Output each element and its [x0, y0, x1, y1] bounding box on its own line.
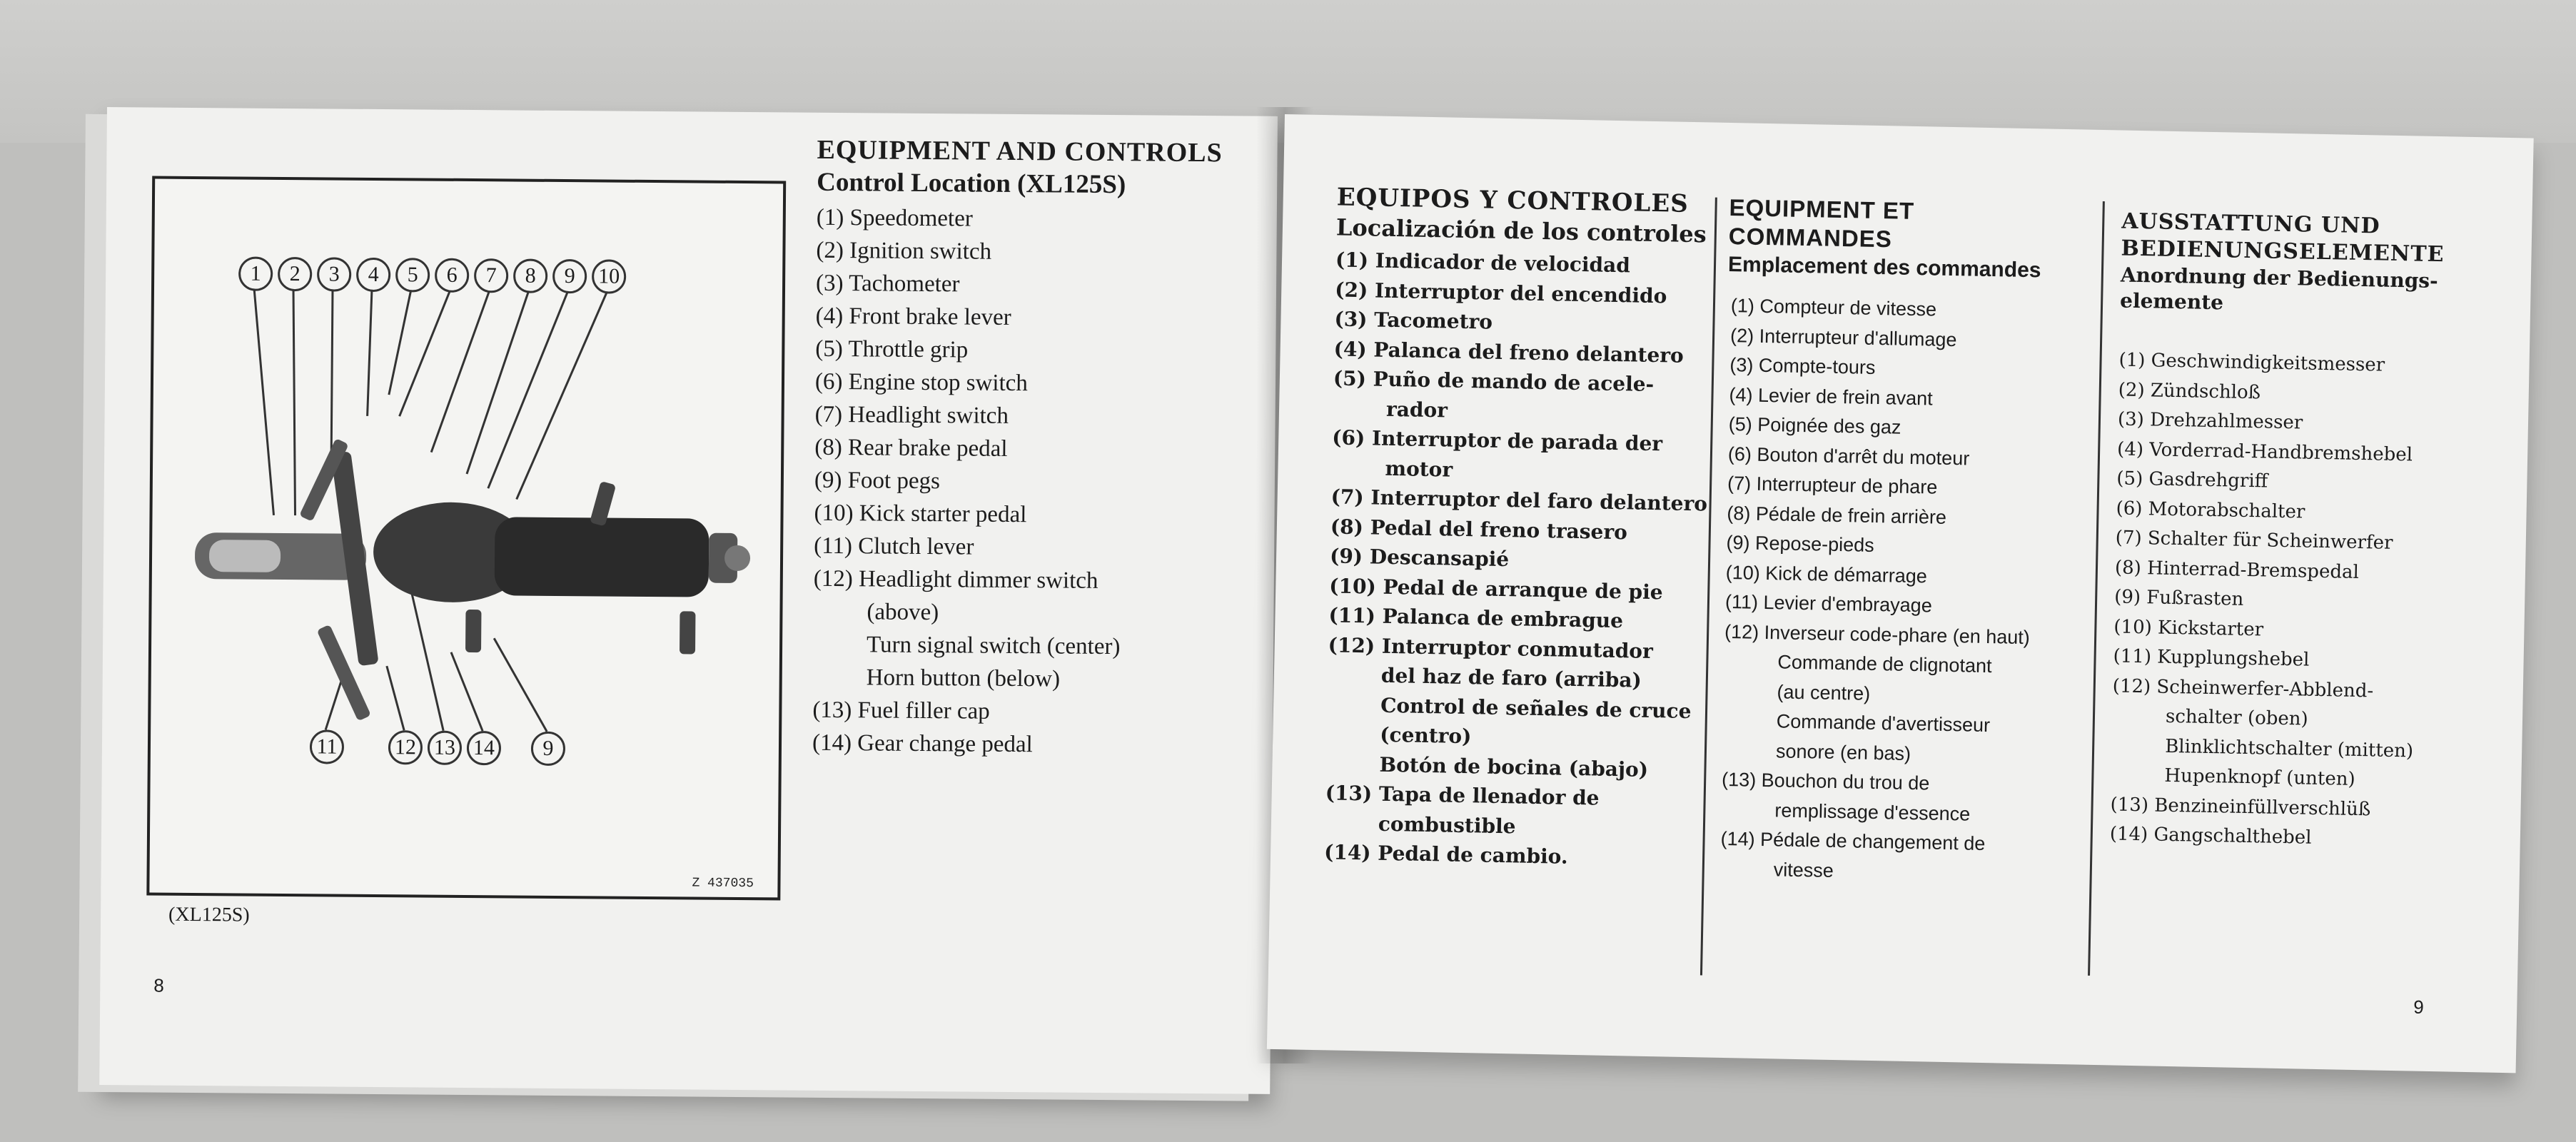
callout-9: 9 — [552, 259, 587, 293]
subheading-de-line2: elemente — [2119, 288, 2224, 315]
heading-fr-line2: COMMANDES — [1728, 222, 1893, 253]
subheading-es: Localización de los controles — [1335, 213, 1707, 248]
list-item: (10) Kick de démarrage — [1725, 561, 1928, 587]
list-item: (2) Ignition switch — [816, 237, 992, 265]
motorcycle-diagram — [146, 176, 786, 900]
figure-code: Z 437035 — [692, 876, 754, 891]
list-item: del haz de faro (arriba) — [1380, 663, 1642, 692]
list-item: (3) Drehzahlmesser — [2117, 408, 2303, 434]
list-item: (2) Interrupteur d'allumage — [1729, 324, 1957, 350]
list-item: (11) Kupplungshebel — [2113, 645, 2310, 671]
list-item: Commande d'avertisseur — [1776, 710, 1991, 737]
list-item: (13) Fuel filler cap — [812, 697, 990, 724]
list-item: (8) Pedal del freno trasero — [1330, 514, 1628, 544]
list-item: motor — [1385, 456, 1453, 482]
list-item: (8) Pédale de frein arrière — [1727, 502, 1947, 528]
list-item: (2) Interruptor del encendido — [1334, 277, 1667, 308]
list-item: Blinklichtschalter (mitten) — [2164, 735, 2414, 762]
list-item: (7) Interrupteur de phare — [1727, 473, 1938, 498]
callout-14: 14 — [467, 731, 501, 765]
list-item: (10) Kick starter pedal — [814, 500, 1027, 528]
list-item: sonore (en bas) — [1775, 739, 1911, 764]
list-item: (5) Puño de mando de acele- — [1333, 366, 1655, 396]
list-item: (3) Tachometer — [815, 270, 960, 298]
list-item: (11) Clutch lever — [814, 532, 974, 560]
subheading-de-line1: Anordnung der Bedienungs- — [2120, 263, 2439, 293]
list-item: (12) Headlight dimmer switch — [813, 565, 1098, 594]
heading-de-line1: AUSSTATTUNG UND — [2121, 208, 2380, 239]
list-item: (13) Tapa de llenador de — [1325, 781, 1600, 810]
control-list-de — [2109, 346, 2420, 855]
heading-fr-line1: EQUIPMENT ET — [1729, 193, 1915, 224]
callout-11: 11 — [310, 729, 344, 764]
list-item: (4) Front brake lever — [815, 303, 1011, 330]
control-list-fr — [1719, 291, 2036, 889]
list-item: (11) Palanca de embrague — [1328, 603, 1624, 633]
list-item: (14) Gear change pedal — [812, 729, 1033, 758]
list-item: (1) Compteur de vitesse — [1730, 295, 1937, 320]
list-item: (5) Gasdrehgriff — [2116, 468, 2268, 492]
list-item: (2) Zündschloß — [2118, 378, 2261, 403]
list-item: combustible — [1378, 812, 1516, 838]
list-item: (14) Gangschalthebel — [2109, 823, 2312, 849]
heading-en: EQUIPMENT AND CONTROLS — [817, 134, 1223, 168]
list-item: vitesse — [1773, 858, 1834, 881]
control-list-en — [812, 201, 1123, 762]
list-item: (7) Interruptor del faro delantero — [1330, 485, 1708, 516]
left-page — [99, 107, 1278, 1094]
callout-12: 12 — [388, 730, 423, 764]
list-item: (11) Levier d'embrayage — [1724, 590, 1933, 617]
list-item: (9) Repose-pieds — [1726, 531, 1874, 556]
list-item: (7) Schalter für Scheinwerfer — [2115, 527, 2393, 554]
subheading-fr: Emplacement des commandes — [1727, 252, 2041, 283]
callout-9-bottom: 9 — [531, 732, 565, 766]
list-item: (1) Indicador de velocidad — [1335, 248, 1631, 278]
callout-13: 13 — [428, 731, 462, 765]
list-item: (12) Scheinwerfer-Abblend- — [2112, 674, 2374, 702]
list-item: (8) Hinterrad-Bremspedal — [2114, 556, 2360, 583]
callout-1: 1 — [238, 256, 273, 290]
callout-8: 8 — [513, 258, 547, 293]
list-item: (au centre) — [1777, 680, 1871, 704]
list-item: (14) Pedal de cambio. — [1323, 840, 1568, 869]
list-item: (centro) — [1380, 722, 1472, 749]
list-item: (12) Inverseur code-phare (en haut) — [1724, 620, 2031, 648]
list-item: (3) Tacometro — [1334, 307, 1493, 334]
list-item: (12) Interruptor conmutador — [1328, 632, 1654, 663]
list-item: (5) Poignée des gaz — [1728, 413, 1901, 438]
callout-6: 6 — [435, 258, 469, 293]
list-item: Commande de clignotant — [1777, 651, 1992, 677]
list-item: (6) Interruptor de parada der — [1332, 425, 1663, 456]
list-item: (3) Compte-tours — [1729, 354, 1876, 378]
list-item: remplissage d'essence — [1774, 799, 1971, 825]
list-item: (9) Foot pegs — [814, 467, 941, 495]
list-item: (8) Rear brake pedal — [814, 434, 1008, 462]
list-item: (5) Throttle grip — [815, 335, 969, 363]
list-item: (4) Palanca del freno delantero — [1333, 336, 1684, 368]
subheading-en: Control Location (XL125S) — [817, 167, 1126, 200]
control-list-es — [1324, 245, 1712, 874]
figure-caption: (XL125S) — [168, 903, 250, 926]
page-number-right: 9 — [2413, 996, 2425, 1018]
list-item: schalter (oben) — [2165, 705, 2308, 730]
list-item: (9) Fußrasten — [2113, 586, 2244, 610]
list-item: Turn signal switch (center) — [866, 632, 1121, 660]
list-item: (10) Pedal de arranque de pie — [1329, 573, 1663, 604]
column-divider-2 — [2088, 201, 2105, 976]
list-item: rador — [1385, 397, 1448, 422]
list-item: (9) Descansapié — [1329, 544, 1510, 572]
list-item: (6) Motorabschalter — [2116, 497, 2305, 523]
list-item: (14) Pédale de changement de — [1720, 827, 1986, 855]
right-page — [1267, 114, 2534, 1073]
callout-2: 2 — [278, 257, 312, 291]
list-item: Horn button (below) — [866, 665, 1061, 692]
list-item: Botón de bocina (abajo) — [1379, 752, 1649, 782]
list-item: (7) Headlight switch — [814, 401, 1009, 429]
heading-de-line2: BEDIENUNGSELEMENTE — [2121, 236, 2445, 268]
list-item: (13) Benzineinfüllverschlüß — [2110, 793, 2371, 820]
callout-4: 4 — [356, 258, 390, 292]
callout-5: 5 — [395, 258, 430, 292]
list-item: Hupenknopf (unten) — [2164, 764, 2355, 790]
callout-10: 10 — [592, 259, 626, 293]
list-item: (4) Vorderrad-Handbremshebel — [2116, 438, 2413, 465]
list-item: (1) Geschwindigkeitsmesser — [2118, 349, 2385, 376]
list-item: (10) Kickstarter — [2113, 615, 2264, 640]
list-item: (6) Bouton d'arrêt du moteur — [1727, 443, 1970, 470]
callout-7: 7 — [474, 258, 508, 293]
page-number-left: 8 — [153, 974, 164, 996]
list-item: (4) Levier de frein avant — [1729, 383, 1933, 409]
list-item: (1) Speedometer — [816, 204, 973, 232]
list-item: (6) Engine stop switch — [814, 368, 1029, 397]
callout-3: 3 — [317, 257, 351, 291]
list-item: Control de señales de cruce — [1380, 693, 1692, 723]
list-item: (13) Bouchon du trou de — [1721, 768, 1930, 794]
list-item: (above) — [867, 599, 939, 626]
heading-es: EQUIPOS Y CONTROLES — [1336, 183, 1689, 218]
